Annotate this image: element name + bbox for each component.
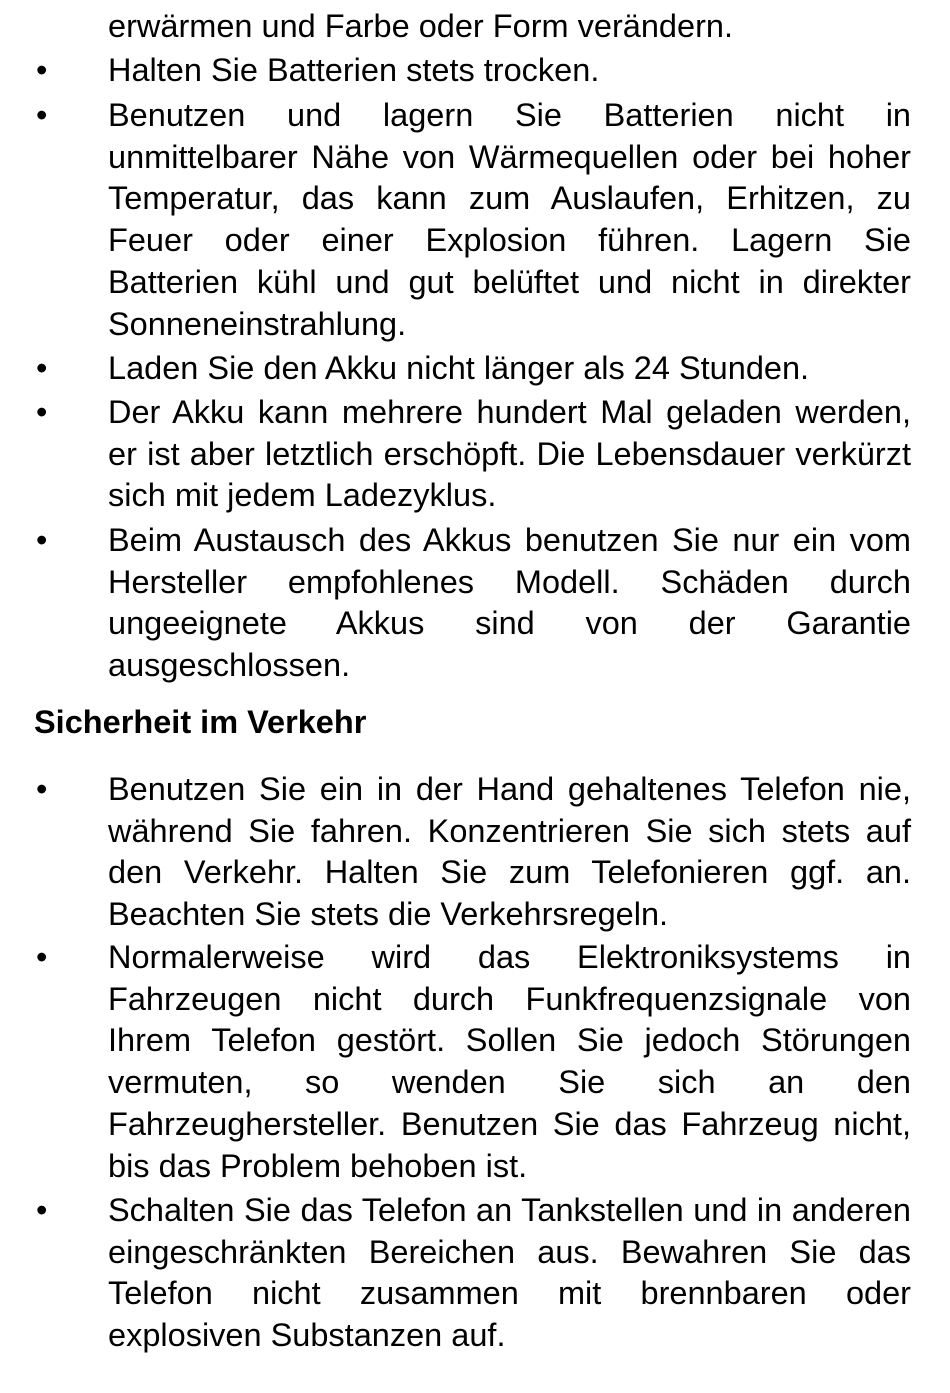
list-item: Schalten Sie das Telefon an Tankstellen und in anderen eingeschränkten Bereichen aus. Bewahren Sie das Telefon nicht zusammen mit brennbaren oder explosiven Substanzen auf. <box>108 1192 911 1354</box>
bullet-icon: • <box>36 97 48 133</box>
list-item: Benutzen Sie ein in der Hand gehaltenes Telefon nie, während Sie fahren. Konzentrieren Sie sich stets auf den Verkehr. Halten Sie zum Telefonieren ggf. an. Beachten Sie stets die Verkehrsregeln. <box>108 771 911 933</box>
bullet-icon: • <box>36 1192 48 1228</box>
list-item: Beim Austausch des Akkus benutzen Sie nur ein vom Hersteller empfohlenes Modell. Schäden durch ungeeignete Akkus sind von der Garantie ausgeschlossen. <box>108 522 911 684</box>
list-item: Benutzen und lagern Sie Batterien nicht in unmittelbarer Nähe von Wärmequellen oder bei hoher Temperatur, das kann zum Auslaufen, Erhitzen, zu Feuer oder einer Explosion führen. Lagern Sie Batterien kühl und gut belüftet und nicht in direkter Sonneneinstrahlung. <box>108 97 911 342</box>
bullet-icon: • <box>36 394 48 430</box>
bullet-icon: • <box>36 522 48 558</box>
list-item: Der Akku kann mehrere hundert Mal geladen werden, er ist aber letztlich erschöpft. Die Lebensdauer verkürzt sich mit jedem Ladezyklus. <box>108 394 911 514</box>
continuation-text: erwärmen und Farbe oder Form verändern. <box>108 8 734 44</box>
bullet-icon: • <box>36 771 48 807</box>
list-item: Halten Sie Batterien stets trocken. <box>108 52 600 88</box>
list-item: Laden Sie den Akku nicht länger als 24 Stunden. <box>108 350 810 386</box>
bullet-icon: • <box>36 939 48 975</box>
bullet-icon: • <box>36 350 48 386</box>
list-item: Normalerweise wird das Elektroniksystems in Fahrzeugen nicht durch Funkfrequenzsignale von Ihrem Telefon gestört. Sollen Sie jedoch Störungen vermuten, so wenden Sie sich an den Fahrzeughersteller. Benutzen Sie das Fahrzeug nicht, bis das Problem behoben ist. <box>108 939 911 1184</box>
bullet-icon: • <box>36 52 48 88</box>
section-heading: Sicherheit im Verkehr <box>34 704 367 740</box>
